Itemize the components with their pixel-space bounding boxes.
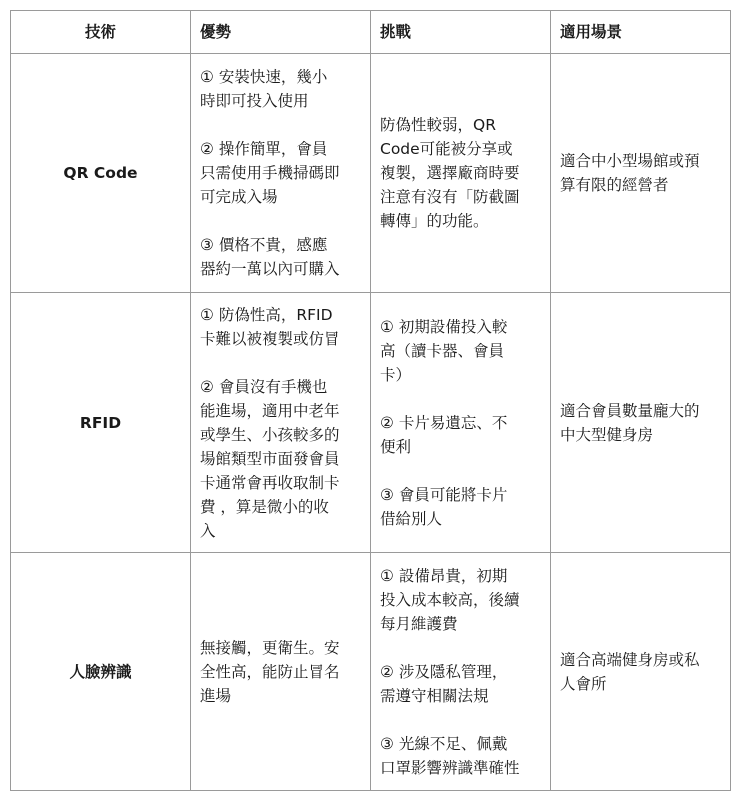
paragraph: [560, 149, 721, 197]
text-line: 卡難以被複製或仿冒: [200, 329, 340, 348]
text-line: 場館類型市面發會員: [200, 449, 340, 468]
paragraph: [200, 233, 361, 281]
text-line: 費 ，算是微小的收: [200, 497, 329, 516]
text-line: 或學生、小孩較多的: [200, 425, 340, 444]
paragraph: [560, 648, 721, 696]
text-line: 入: [200, 521, 216, 540]
table-row: [11, 54, 731, 293]
paragraph: [380, 564, 541, 636]
text-line: 投入成本較高，後續: [380, 590, 520, 609]
header-advantages: 優勢: [191, 11, 371, 54]
text-line: Code可能被分享或: [380, 140, 513, 158]
text-line: 轉傳」的功能。: [380, 212, 489, 230]
text-line: 中大型健身房: [560, 425, 654, 444]
paragraph: [380, 411, 541, 459]
technology-cell: 人臉辨識: [11, 553, 191, 791]
text-line: ③ 光線不足、佩戴: [380, 734, 508, 753]
text-line: 適合高端健身房或私: [560, 650, 700, 669]
text-line: ② 涉及隱私管理，: [380, 662, 508, 681]
paragraph: [380, 483, 541, 531]
text-line: 卡通常會再收取制卡: [200, 473, 340, 492]
text-line: 無接觸，更衛生。安: [200, 638, 340, 657]
advantages-cell: [191, 54, 371, 293]
paragraph: [560, 399, 721, 447]
text-line: 每月維護費: [380, 614, 458, 633]
table-row: [11, 553, 731, 791]
challenges-cell: [371, 293, 551, 553]
text-line: 高（讀卡器、會員: [380, 341, 505, 360]
paragraph: [380, 113, 541, 233]
scenario-cell: [551, 553, 731, 791]
header-scenario: 適用場景: [551, 11, 731, 54]
scenario-cell: [551, 293, 731, 553]
text-line: ① 設備昂貴，初期: [380, 566, 508, 585]
text-line: 防偽性較弱，QR: [380, 116, 496, 134]
technology-cell: QR Code: [11, 54, 191, 293]
text-line: 只需使用手機掃碼即: [200, 164, 340, 182]
text-line: ① 防偽性高，RFID: [200, 305, 333, 324]
paragraph: [200, 137, 361, 209]
challenges-cell: [371, 54, 551, 293]
paragraph: [200, 375, 361, 543]
text-line: 進場: [200, 686, 232, 705]
text-line: 適合中小型場館或預: [560, 152, 700, 170]
text-line: ① 初期設備投入較: [380, 317, 508, 336]
text-line: 可完成入場: [200, 188, 278, 206]
paragraph: [380, 732, 541, 780]
text-line: 借給別人: [380, 509, 443, 528]
text-line: 器約一萬以內可購入: [200, 260, 340, 278]
technology-comparison-table: [10, 10, 731, 791]
table-row: [11, 293, 731, 553]
challenges-cell: [371, 553, 551, 791]
text-line: 算有限的經營者: [560, 176, 669, 194]
text-line: 需遵守相關法規: [380, 686, 489, 705]
text-line: ③ 會員可能將卡片: [380, 485, 508, 504]
text-line: 適合會員數量龐大的: [560, 401, 700, 420]
text-line: 人會所: [560, 674, 607, 693]
paragraph: [200, 65, 361, 113]
text-line: 時即可投入使用: [200, 92, 309, 110]
paragraph: [380, 315, 541, 387]
text-line: ② 卡片易遺忘、不: [380, 413, 508, 432]
paragraph: [380, 660, 541, 708]
text-line: 全性高，能防止冒名: [200, 662, 340, 681]
text-line: 能進場，適用中老年: [200, 401, 340, 420]
technology-cell: RFID: [11, 293, 191, 553]
header-challenges: 挑戰: [371, 11, 551, 54]
text-line: ① 安裝快速，幾小: [200, 68, 328, 86]
text-line: ③ 價格不貴，感應: [200, 236, 328, 254]
text-line: 複製，選擇廠商時要: [380, 164, 520, 182]
text-line: 便利: [380, 437, 412, 456]
paragraph: [200, 303, 361, 351]
text-line: 注意有沒有「防截圖: [380, 188, 520, 206]
advantages-cell: [191, 293, 371, 553]
scenario-cell: [551, 54, 731, 293]
text-line: 口罩影響辨識準確性: [380, 758, 520, 777]
header-technology: 技術: [11, 11, 191, 54]
text-line: ② 操作簡單，會員: [200, 140, 328, 158]
header-row: [11, 11, 731, 54]
paragraph: [200, 636, 361, 708]
text-line: 卡）: [380, 365, 412, 384]
text-line: ② 會員沒有手機也: [200, 377, 328, 396]
advantages-cell: [191, 553, 371, 791]
